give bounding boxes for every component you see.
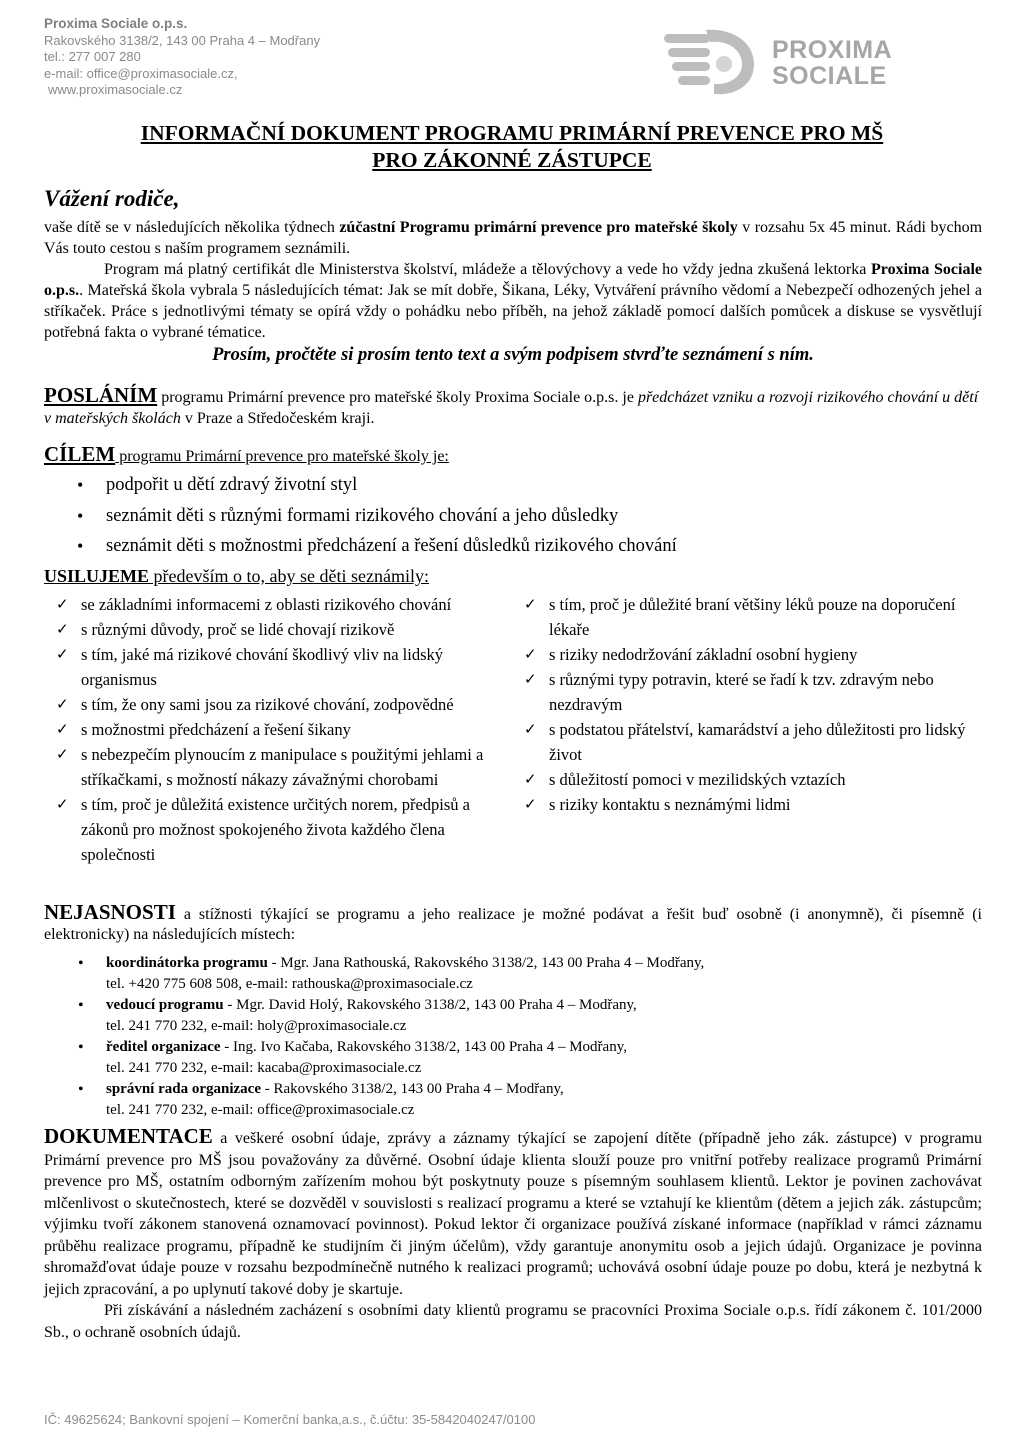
effort-item: ✓ s různými typy potravin, které se řadí k tzv. zdravým nebo nezdravým (524, 667, 986, 717)
intro-program-name: zúčastní Programu primární prevence pro mateřské školy (339, 219, 738, 236)
effort-item: ✓ s tím, jaké má rizikové chování škodlivý vliv na lidský organismus (56, 642, 511, 692)
contact-line: tel. 241 770 232, e-mail: holy@proximasociale.cz (106, 1018, 407, 1034)
goal-heading: CÍLEM (44, 442, 116, 466)
documentation-text: a veškeré osobní údaje, zprávy a záznamy týkající se zapojení dítěte (případně jeho zák. zástupce) v programu Primární prevence pro MŠ jsou považovány za důvěrné. Osobní údaje klienta slouží pouze pro vnitřní potřeby realizace programů Primární prevence pro MŠ, ostatním odborným zařízením mohou být poskytnuty pouze s písemným souhlasem klientů. Lektor je povinen zachovávat mlčenlivost o skutečnostech, které se dozvěděl v souvislosti s realizací programu a které se vztahují ke klientům (dětem a jejich zák. zástupcům; výjimku tvoří zákonem stanovená oznamovací povinnost). Pokud lektor či organizace používá získané informace (například v rámci záznamu průběhu realizace programu, případně ke studijním či jiným účelům), vždy garantuje anonymitu osob a jejich údajů. Organizace je povinna shromažďovat údaje pouze v rozsahu bezpodmínečně nutného k realizaci programů; uchovává osobní údaje pouze po dobu, která je nezbytná k jejich zpracování, a po uplynutí takové doby je skartuje. (44, 1130, 982, 1298)
contact-line: tel. 241 770 232, e-mail: office@proximasociale.cz (106, 1102, 415, 1118)
org-phone: tel.: 277 007 280 (44, 49, 141, 64)
contacts-list (44, 953, 982, 1121)
mission-text: programu Primární prevence pro mateřské školy Proxima Sociale o.p.s. je (157, 389, 638, 406)
effort-item: ✓ s tím, proč je důležitá existence určitých norem, předpisů a zákonů pro možnost spokojeného života každého člena společnosti (56, 792, 511, 867)
goal-item: • seznámit děti s možnostmi předcházení a řešení důsledků rizikového chování (44, 531, 982, 562)
intro-paragraph-1 (44, 217, 982, 259)
effort-item: ✓ s riziky kontaktu s neznámými lidmi (524, 792, 986, 817)
documentation-paragraph-2: Při získávání a následném zacházení s osobními daty klientů programu se pracovníci Proxima Sociale o.p.s. řídí zákonem č. 101/2000 Sb., o ochraně osobních údajů. (44, 1302, 982, 1341)
goal-list (44, 470, 982, 562)
effort-heading: USILUJEME (44, 566, 150, 586)
effort-heading-rest: především o to, aby se děti seznámily: (149, 566, 429, 586)
intro-org-name: Proxima Sociale o.p.s. (44, 261, 982, 299)
intro-paragraph-2 (44, 259, 982, 343)
complaints-heading: NEJASNOSTI (44, 900, 176, 924)
proxima-logo (662, 24, 892, 100)
intro-text-2: Program má platný certifikát dle Ministerstva školství, mládeže a tělovýchovy a vede ho vždy jedna zkušená lektorka (104, 261, 871, 278)
effort-left-column (56, 592, 511, 867)
logo-text (772, 37, 892, 89)
title-line-1: INFORMAČNÍ DOKUMENT PROGRAMU PRIMÁRNÍ PREVENCE PRO MŠ (140, 121, 884, 145)
goal-heading-rest: programu Primární prevence pro mateřské školy je: (115, 448, 449, 465)
footer-bank-info: IČ: 49625624; Bankovní spojení – Komerční banka,a.s., č.účtu: 35-5842040247/0100 (44, 1412, 536, 1427)
contact-role: správní rada organizace (106, 1081, 261, 1097)
header-contact (44, 16, 384, 99)
effort-item: ✓ s různými důvody, proč se lidé chovají rizikově (56, 617, 511, 642)
contact-item (44, 995, 982, 1037)
effort-item: ✓ s důležitostí pomoci v mezilidských vztazích (524, 767, 986, 792)
intro-section (44, 217, 982, 367)
effort-item: ✓ se základními informacemi z oblasti rizikového chování (56, 592, 511, 617)
mission-section (44, 385, 982, 429)
contact-role: ředitel organizace (106, 1039, 221, 1055)
goal-item: • podpořit u dětí zdravý životní styl (44, 470, 982, 501)
org-email: e-mail: office@proximasociale.cz, (44, 65, 238, 81)
documentation-heading: DOKUMENTACE (44, 1124, 213, 1148)
effort-heading-line (44, 566, 982, 588)
logo-text-sociale: SOCIALE (772, 62, 887, 90)
complaints-text: a stížnosti týkající se programu a jeho realizace je možné podávat a řešit buď osobně (i anonymně), či písemně (i elektronicky) na následujících místech: (44, 906, 982, 943)
complaints-section (44, 902, 982, 1121)
hand-logo-icon (662, 24, 766, 100)
appeal-text: Prosím, pročtěte si prosím tento text a svým podpisem stvrďte seznámení s ním. (212, 345, 814, 365)
greeting: Vážení rodiče, (44, 186, 180, 211)
intro-text-2-end: . Mateřská škola vybrala 5 následujících témat: Jak se mít dobře, Šikana, Léky, Vytváření právního vědomí a Nebezpečí odhozených jehel a stříkaček. Práce s jednotlivými tématy se opírá vždy o pohádku nebo příběh, na jehož základě pomocí dalších pomůcek a diskuse se vysvětlují potřebná fakta o vybrané tématice. (44, 282, 982, 341)
org-web: www.proximasociale.cz (48, 82, 183, 97)
contact-line: - Rakovského 3138/2, 143 00 Praha 4 – Modřany, (261, 1081, 564, 1097)
mission-italic: předcházet vzniku a rozvoji rizikového chování u dětí v mateřských školách (44, 389, 979, 427)
contact-line: - Mgr. Jana Rathouská, Rakovského 3138/2, 143 00 Praha 4 – Modřany, (267, 955, 705, 971)
effort-right-column (524, 592, 986, 817)
mission-heading: POSLÁNÍM (44, 383, 158, 407)
contact-line: tel. +420 775 608 508, e-mail: rathouska@proximasociale.cz (106, 976, 473, 992)
contact-line: - Ing. Ivo Kačaba, Rakovského 3138/2, 143 00 Praha 4 – Modřany, (220, 1039, 627, 1055)
mission-text-end: v Praze a Středočeském kraji. (180, 410, 375, 427)
org-name: Proxima Sociale o.p.s. (44, 16, 188, 31)
goal-heading-line (44, 444, 982, 467)
org-address: Rakovského 3138/2, 143 00 Praha 4 – Modřany (44, 32, 321, 48)
contact-line: - Mgr. David Holý, Rakovského 3138/2, 143 00 Praha 4 – Modřany, (223, 997, 637, 1013)
contact-item (44, 953, 982, 995)
effort-item: ✓ s riziky nedodržování základní osobní hygieny (524, 642, 986, 667)
documentation-section (44, 1126, 982, 1343)
intro-text-end: v rozsahu 5x 45 minut. Rádi bychom Vás touto cestou s naším programem seznámili. (44, 219, 983, 257)
effort-item: ✓ s podstatou přátelství, kamarádství a jeho důležitosti pro lidský život (524, 717, 986, 767)
goal-item: • seznámit děti s různými formami rizikového chování a jeho důsledky (44, 501, 982, 532)
contact-item (44, 1037, 982, 1079)
goal-section (44, 444, 982, 562)
effort-item: ✓ s možnostmi předcházení a řešení šikany (56, 717, 511, 742)
complaints-paragraph (44, 902, 982, 945)
documentation-paragraph-1 (44, 1126, 982, 1300)
title-line-2: PRO ZÁKONNÉ ZÁSTUPCE (372, 148, 652, 172)
effort-item: ✓ s nebezpečím plynoucím z manipulace s použitými jehlami a stříkačkami, s možností nákazy závažnými chorobami (56, 742, 511, 792)
contact-role: vedoucí programu (106, 997, 224, 1013)
effort-item: ✓ s tím, že ony sami jsou za rizikové chování, zodpovědné (56, 692, 511, 717)
contact-line: tel. 241 770 232, e-mail: kacaba@proximasociale.cz (106, 1060, 422, 1076)
intro-text: vaše dítě se v následujících několika týdnech (44, 219, 340, 236)
logo-text-proxima: PROXIMA (772, 36, 893, 64)
document-title (40, 120, 984, 174)
contact-role: koordinátorka programu (106, 955, 268, 971)
effort-item: ✓ s tím, proč je důležité braní většiny léků pouze na doporučení lékaře (524, 592, 986, 642)
contact-item (44, 1079, 982, 1121)
